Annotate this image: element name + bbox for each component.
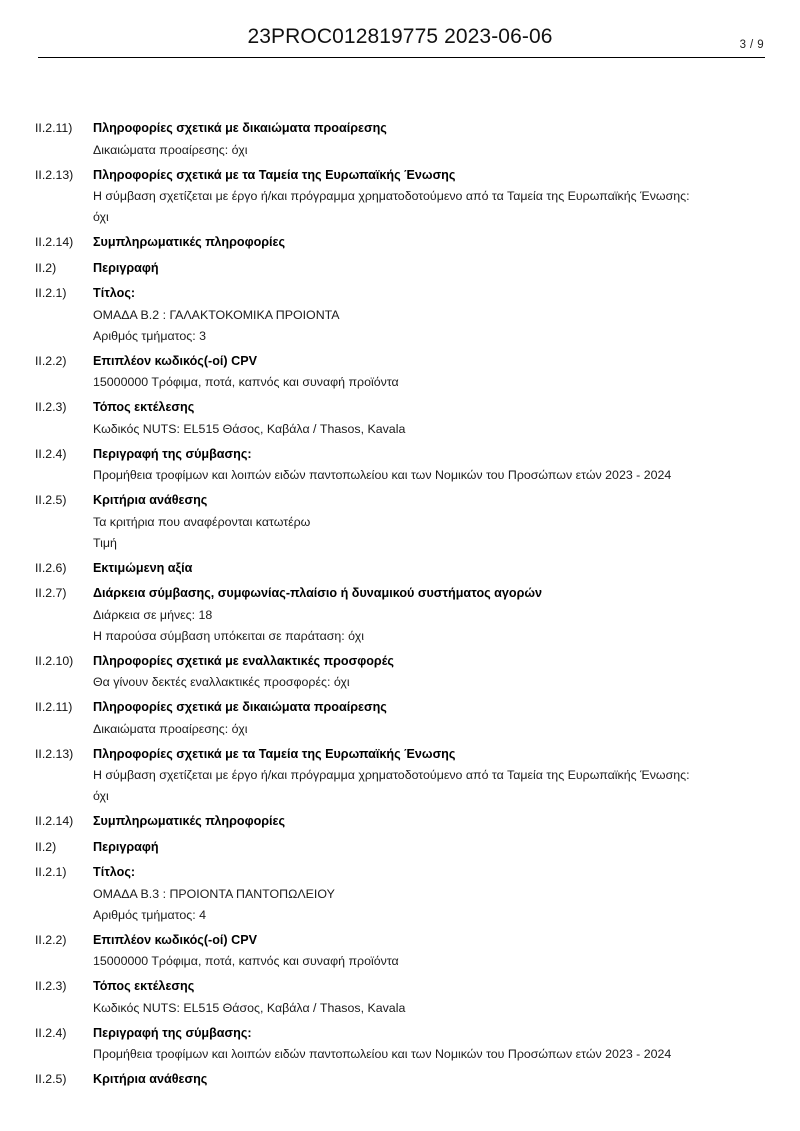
entry-code-label: II.2.2): [35, 353, 67, 368]
page-number-indicator: 3 / 9: [739, 39, 764, 51]
document-entry: [0, 811, 800, 833]
entry-content: [93, 1069, 782, 1091]
entry-detail-line: όχι: [93, 210, 109, 224]
entry-heading: Τίτλος:: [93, 286, 136, 300]
entry-content: [93, 444, 782, 487]
document-entry: [0, 583, 800, 647]
entry-heading: Τίτλος:: [93, 865, 136, 879]
entry-detail-line: Η παρούσα σύμβαση υπόκειται σε παράταση: όχι: [93, 628, 364, 643]
entry-code-label: II.2.5): [35, 1072, 67, 1086]
entry-heading: Διάρκεια σύμβασης, συμφωνίας-πλαίσιο ή δυναμικού συστήματος αγορών: [93, 586, 543, 600]
entry-content: [93, 118, 782, 161]
entry-code-label: II.2.3): [35, 400, 67, 414]
entry-code-label: II.2.5): [35, 493, 67, 507]
document-entry: [0, 558, 800, 580]
entry-detail-line: Αριθμός τμήματος: 4: [93, 907, 206, 922]
entry-content: [93, 351, 782, 394]
entry-content: [93, 976, 782, 1019]
entry-content: [93, 930, 782, 973]
entry-heading: Κριτήρια ανάθεσης: [93, 493, 208, 507]
entry-heading: Συμπληρωματικές πληροφορίες: [93, 814, 286, 828]
entry-code-label: II.2.11): [35, 700, 73, 714]
entry-detail-line: Αριθμός τμήματος: 3: [93, 328, 206, 343]
entry-detail-line: 15000000 Τρόφιμα, ποτά, καπνός και συναφή προϊόντα: [93, 954, 399, 968]
entry-detail-line: Η σύμβαση σχετίζεται με έργο ή/και πρόγραμμα χρηματοδοτούμενο από τα Ταμεία της Ευρωπαϊκής Ένωσης:: [93, 768, 690, 782]
entry-detail-line: Κωδικός NUTS: EL515 Θάσος, Καβάλα / Thasos, Kavala: [93, 1000, 406, 1015]
entry-detail-line: Προμήθεια τροφίμων και λοιπών ειδών παντοπωλείου και των Νομικών του Προσώπων ετών 2023 - 2024: [93, 1047, 672, 1061]
entry-heading: Εκτιμώμενη αξία: [93, 560, 193, 575]
entry-content: [93, 165, 782, 229]
document-entry: [0, 232, 800, 254]
entry-content: [93, 744, 782, 808]
entry-detail-line: ΟΜΑΔΑ Β.2 : ΓΑΛΑΚΤΟΚΟΜΙΚΑ ΠΡΟΙΟΝΤΑ: [93, 307, 340, 322]
entry-code-label: II.2.2): [35, 932, 67, 947]
document-entry: [0, 1023, 800, 1066]
document-header-title: 23PROC012819775 2023-06-06: [247, 25, 553, 48]
entry-content: [93, 697, 782, 740]
document-entry: [0, 976, 800, 1019]
entry-detail-line: ΟΜΑΔΑ Β.3 : ΠΡΟΙΟΝΤΑ ΠΑΝΤΟΠΩΛΕΙΟΥ: [93, 886, 335, 901]
entry-content: [93, 651, 782, 694]
header-divider-rule: [38, 57, 765, 58]
entry-detail-line: Προμήθεια τροφίμων και λοιπών ειδών παντοπωλείου και των Νομικών του Προσώπων ετών 2023 - 2024: [93, 468, 672, 482]
page-header: [0, 0, 800, 62]
document-entry: [0, 490, 800, 554]
entry-code-label: II.2.14): [35, 814, 74, 828]
document-entry: [0, 697, 800, 740]
entry-content: [93, 490, 782, 554]
entry-heading: Πληροφορίες σχετικά με εναλλακτικές προσφορές: [93, 653, 394, 668]
entry-content: [93, 397, 782, 440]
entry-heading: Επιπλέον κωδικός(-οί) CPV: [93, 932, 257, 947]
document-entry: [0, 397, 800, 440]
document-entry: [0, 837, 800, 859]
document-entry: [0, 258, 800, 280]
entry-code-label: II.2.11): [35, 121, 73, 135]
entry-content: [93, 583, 782, 647]
entry-content: [93, 811, 782, 833]
entry-heading: Τόπος εκτέλεσης: [93, 979, 195, 993]
document-body: [0, 118, 800, 1095]
entry-code-label: II.2.4): [35, 446, 67, 461]
entry-content: [93, 232, 782, 254]
entry-code-label: II.2.13): [35, 167, 74, 182]
entry-heading: Περιγραφή: [93, 260, 159, 275]
document-entry: [0, 283, 800, 347]
entry-heading: Τόπος εκτέλεσης: [93, 400, 195, 414]
entry-content: [93, 283, 782, 347]
entry-heading: Περιγραφή της σύμβασης:: [93, 1025, 252, 1040]
entry-code-label: II.2.10): [35, 653, 74, 668]
document-entry: [0, 165, 800, 229]
entry-content: [93, 862, 782, 926]
entry-heading: Συμπληρωματικές πληροφορίες: [93, 235, 286, 249]
document-entry: [0, 351, 800, 394]
entry-content: [93, 1023, 782, 1066]
document-entry: [0, 1069, 800, 1091]
entry-heading: Πληροφορίες σχετικά με δικαιώματα προαίρεσης: [93, 121, 387, 135]
entry-heading: Επιπλέον κωδικός(-οί) CPV: [93, 353, 257, 368]
entry-detail-line: Θα γίνουν δεκτές εναλλακτικές προσφορές: όχι: [93, 675, 350, 689]
entry-code-label: II.2.14): [35, 235, 74, 249]
entry-code-label: II.2.7): [35, 586, 67, 600]
entry-code-label: II.2.3): [35, 979, 67, 993]
document-entry: [0, 651, 800, 694]
entry-detail-line: όχι: [93, 789, 109, 803]
entry-detail-line: Δικαιώματα προαίρεσης: όχι: [93, 142, 248, 157]
entry-heading: Πληροφορίες σχετικά με τα Ταμεία της Ευρωπαϊκής Ένωσης: [93, 746, 456, 761]
entry-content: [93, 258, 782, 280]
entry-content: [93, 837, 782, 859]
entry-code-label: II.2.4): [35, 1025, 67, 1040]
entry-detail-line: Διάρκεια σε μήνες: 18: [93, 607, 213, 622]
entry-heading: Περιγραφή της σύμβασης:: [93, 446, 252, 461]
entry-content: [93, 558, 782, 580]
document-entry: [0, 744, 800, 808]
entry-code-label: II.2.6): [35, 560, 67, 575]
document-entry: [0, 862, 800, 926]
entry-heading: Πληροφορίες σχετικά με δικαιώματα προαίρεσης: [93, 700, 387, 714]
entry-code-label: II.2): [35, 260, 57, 275]
entry-code-label: II.2.1): [35, 865, 67, 879]
entry-detail-line: Τα κριτήρια που αναφέρονται κατωτέρω: [93, 514, 311, 529]
document-entry: [0, 930, 800, 973]
entry-heading: Περιγραφή: [93, 839, 159, 854]
entry-heading: Κριτήρια ανάθεσης: [93, 1072, 208, 1086]
entry-code-label: II.2.13): [35, 746, 74, 761]
entry-detail-line: Κωδικός NUTS: EL515 Θάσος, Καβάλα / Thasos, Kavala: [93, 421, 406, 436]
entry-code-label: II.2.1): [35, 286, 67, 300]
entry-detail-line: Τιμή: [93, 535, 117, 550]
entry-heading: Πληροφορίες σχετικά με τα Ταμεία της Ευρωπαϊκής Ένωσης: [93, 167, 456, 182]
entry-spacer: [0, 1091, 800, 1095]
document-entry: [0, 444, 800, 487]
entry-detail-line: 15000000 Τρόφιμα, ποτά, καπνός και συναφή προϊόντα: [93, 375, 399, 389]
entry-detail-line: Η σύμβαση σχετίζεται με έργο ή/και πρόγραμμα χρηματοδοτούμενο από τα Ταμεία της Ευρωπαϊκής Ένωσης:: [93, 189, 690, 203]
entry-detail-line: Δικαιώματα προαίρεσης: όχι: [93, 721, 248, 736]
entry-code-label: II.2): [35, 839, 57, 854]
document-entry: [0, 118, 800, 161]
